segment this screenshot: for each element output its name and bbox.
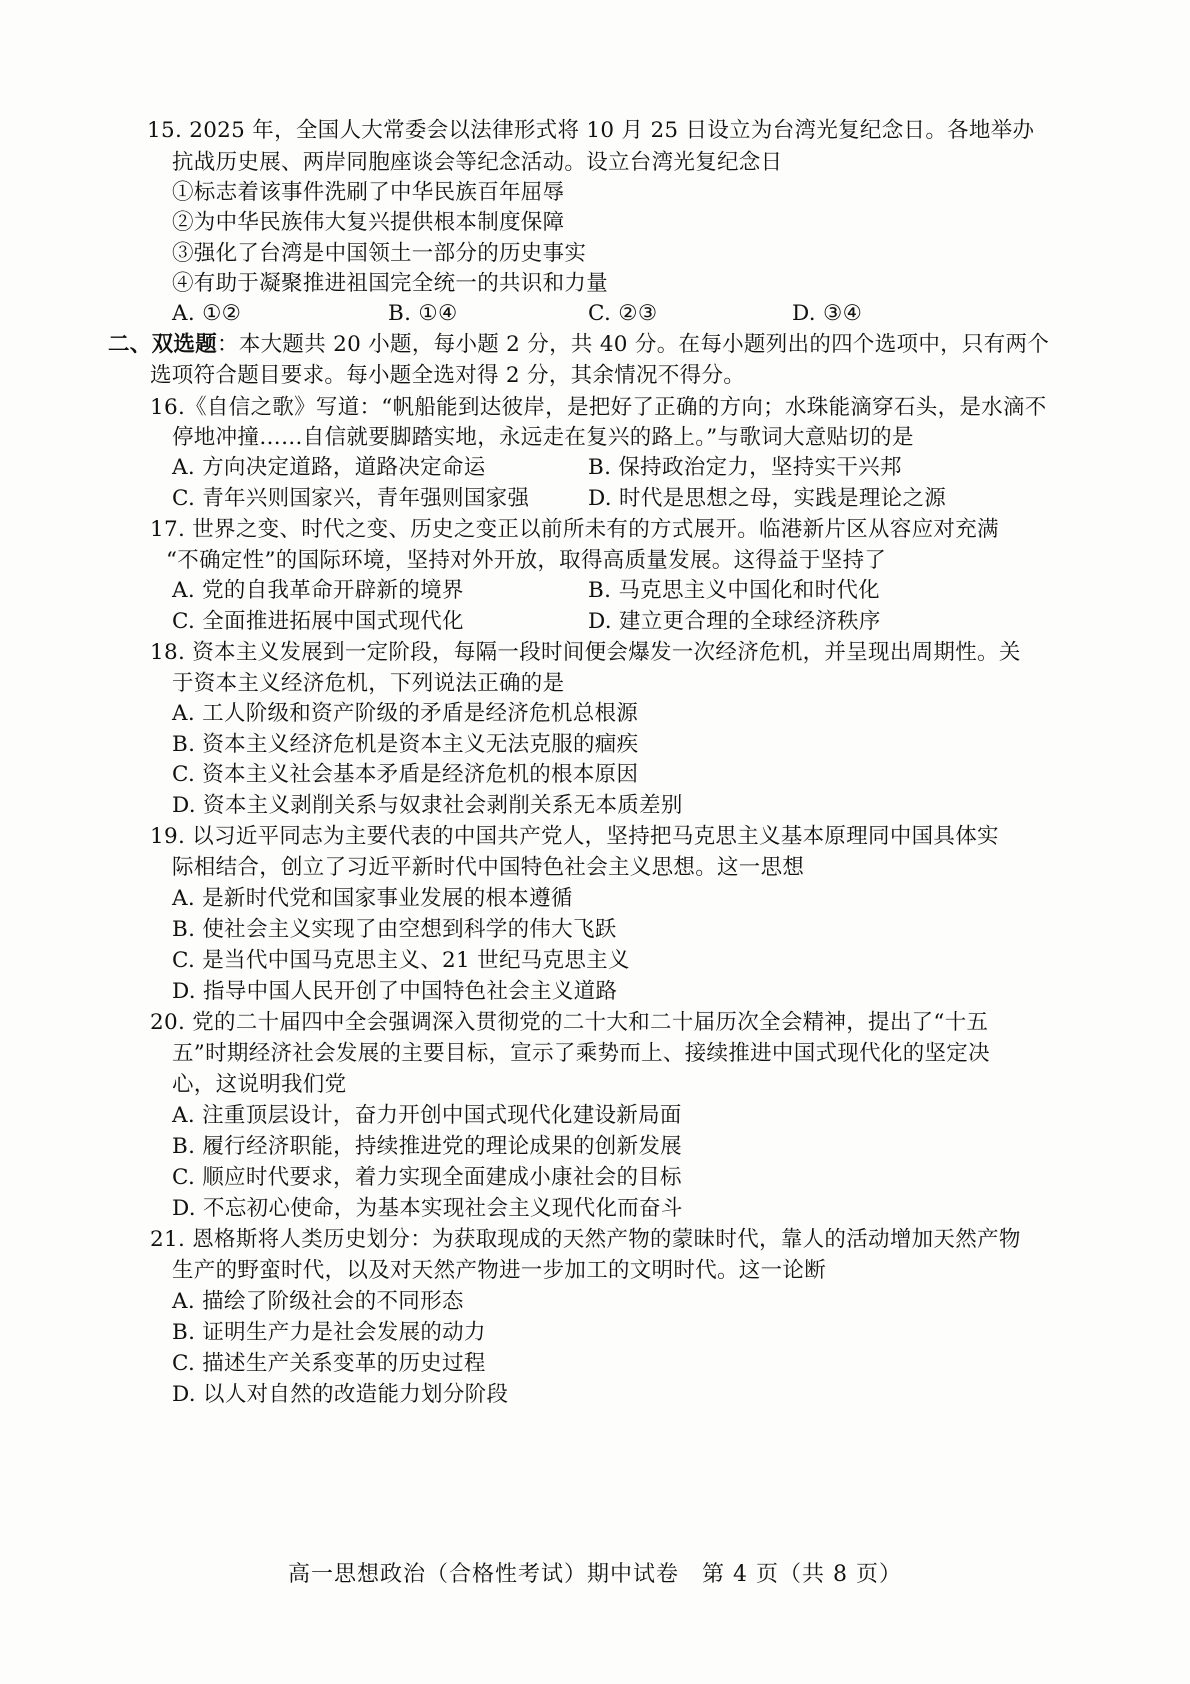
question-stem: “不确定性”的国际环境，坚持对外开放，取得高质量发展。这得益于坚持了 bbox=[166, 548, 887, 573]
options-row bbox=[0, 482, 1190, 516]
option-a: A. 注重顶层设计，奋力开创中国式现代化建设新局面 bbox=[172, 1103, 682, 1128]
question-stem: 停地冲撞……自信就要脚踏实地，永远走在复兴的路上。”与歌词大意贴切的是 bbox=[172, 425, 914, 450]
question-stem: 生产的野蛮时代，以及对天然产物进一步加工的文明时代。这一论断 bbox=[172, 1258, 827, 1283]
question-stem: 20. 党的二十届四中全会强调深入贯彻党的二十大和二十届历次全会精神，提出了“十五 bbox=[150, 1010, 989, 1035]
option-b: B. 履行经济职能，持续推进党的理论成果的创新发展 bbox=[172, 1134, 682, 1159]
question-stem: 16.《自信之歌》写道：“帆船能到达彼岸，是把好了正确的方向；水珠能滴穿石头，是水滴不 bbox=[150, 395, 1047, 420]
option-b: B. 保持政治定力，坚持实干兴邦 bbox=[588, 455, 902, 480]
section-description: 二、双选题：本大题共 20 小题，每小题 2 分，共 40 分。在每小题列出的四个选项中，只有两个 bbox=[108, 332, 1050, 357]
options-row bbox=[0, 605, 1190, 639]
option-c: C. 描述生产关系变革的历史过程 bbox=[172, 1351, 486, 1376]
question-stem: 17. 世界之变、时代之变、历史之变正以前所未有的方式展开。临港新片区从容应对充满 bbox=[150, 517, 999, 542]
question-stem: 15. 2025 年，全国人大常委会以法律形式将 10 月 25 日设立为台湾光复纪念日。各地举办 bbox=[147, 118, 1035, 143]
option-a: A. 工人阶级和资产阶级的矛盾是经济危机总根源 bbox=[172, 701, 639, 726]
option-d: D. ③④ bbox=[792, 301, 863, 326]
options-row bbox=[0, 574, 1190, 608]
option-d: D. 以人对自然的改造能力划分阶段 bbox=[172, 1382, 509, 1407]
option-a: A. 方向决定道路，道路决定命运 bbox=[172, 455, 486, 480]
question-stem: 抗战历史展、两岸同胞座谈会等纪念活动。设立台湾光复纪念日 bbox=[172, 150, 783, 175]
question-stem: 21. 恩格斯将人类历史划分：为获取现成的天然产物的蒙昧时代，靠人的活动增加天然产物 bbox=[150, 1227, 1021, 1252]
question-stem: 五”时期经济社会发展的主要目标，宣示了乘势而上、接续推进中国式现代化的坚定决 bbox=[172, 1041, 990, 1066]
page-footer: 高一思想政治（合格性考试）期中试卷 第 4 页（共 8 页） bbox=[288, 1562, 902, 1587]
question-stem: 于资本主义经济危机，下列说法正确的是 bbox=[172, 671, 565, 696]
option-c: C. ②③ bbox=[588, 301, 658, 326]
option-b: B. 马克思主义中国化和时代化 bbox=[588, 578, 880, 603]
option-a: A. 描绘了阶级社会的不同形态 bbox=[172, 1289, 464, 1314]
option-d: D. 资本主义剥削关系与奴隶社会剥削关系无本质差别 bbox=[172, 793, 683, 818]
option-c: C. 全面推进拓展中国式现代化 bbox=[172, 609, 464, 634]
options-row bbox=[0, 297, 1190, 331]
option-b: B. 使社会主义实现了由空想到科学的伟大飞跃 bbox=[172, 917, 617, 942]
option-c: C. 青年兴则国家兴，青年强则国家强 bbox=[172, 486, 530, 511]
statement: ③强化了台湾是中国领土一部分的历史事实 bbox=[172, 241, 587, 266]
option-b: B. 资本主义经济危机是资本主义无法克服的痼疾 bbox=[172, 732, 639, 757]
option-a: A. ①② bbox=[172, 301, 242, 326]
option-c: C. 是当代中国马克思主义、21 世纪马克思主义 bbox=[172, 948, 630, 973]
statement: ④有助于凝聚推进祖国完全统一的共识和力量 bbox=[172, 271, 609, 296]
section-description: 选项符合题目要求。每小题全选对得 2 分，其余情况不得分。 bbox=[150, 363, 746, 388]
option-b: B. ①④ bbox=[388, 301, 458, 326]
section-title: 二、双选题 bbox=[108, 332, 218, 357]
option-b: B. 证明生产力是社会发展的动力 bbox=[172, 1320, 486, 1345]
statement: ②为中华民族伟大复兴提供根本制度保障 bbox=[172, 210, 565, 235]
option-d: D. 时代是思想之母，实践是理论之源 bbox=[588, 486, 947, 511]
option-d: D. 指导中国人民开创了中国特色社会主义道路 bbox=[172, 979, 618, 1004]
question-stem: 心，这说明我们党 bbox=[172, 1072, 347, 1097]
option-d: D. 不忘初心使命，为基本实现社会主义现代化而奋斗 bbox=[172, 1196, 683, 1221]
question-stem: 18. 资本主义发展到一定阶段，每隔一段时间便会爆发一次经济危机，并呈现出周期性。关 bbox=[150, 640, 1021, 665]
question-stem: 19. 以习近平同志为主要代表的中国共产党人，坚持把马克思主义基本原理同中国具体实 bbox=[150, 824, 999, 849]
option-c: C. 顺应时代要求，着力实现全面建成小康社会的目标 bbox=[172, 1165, 682, 1190]
question-stem: 际相结合，创立了习近平新时代中国特色社会主义思想。这一思想 bbox=[172, 855, 805, 880]
option-a: A. 党的自我革命开辟新的境界 bbox=[172, 578, 464, 603]
option-a: A. 是新时代党和国家事业发展的根本遵循 bbox=[172, 886, 573, 911]
option-c: C. 资本主义社会基本矛盾是经济危机的根本原因 bbox=[172, 762, 639, 787]
option-d: D. 建立更合理的全球经济秩序 bbox=[588, 609, 881, 634]
statement: ①标志着该事件洗刷了中华民族百年屈辱 bbox=[172, 180, 565, 205]
options-row bbox=[0, 451, 1190, 485]
